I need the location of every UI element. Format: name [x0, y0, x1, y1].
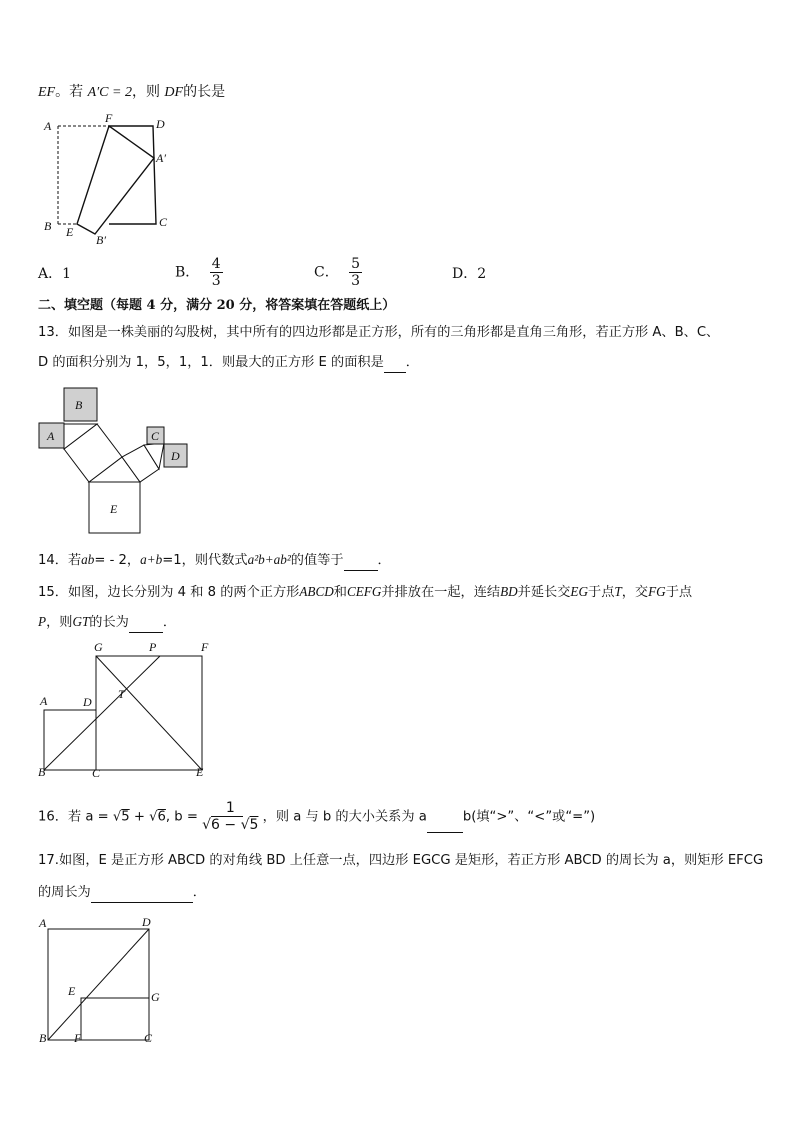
q15-label-f: F: [201, 640, 209, 654]
q16-answer-blank[interactable]: [427, 816, 463, 833]
q12-option-d: D．2: [452, 266, 487, 282]
q13-text-line2: D 的面积分别为 1，5，1，1．则最大的正方形 E 的面积是 ．: [38, 353, 419, 373]
q15-label-c: C: [92, 766, 101, 780]
q17-diagonal-bd: [48, 929, 149, 1040]
q13-text-line1: 13．如图是一株美丽的勾股树，其中所有的四边形都是正方形，所有的三角形都是直角三角形，若正方形 A、B、C、: [38, 325, 720, 340]
q13-label-a: A: [47, 429, 55, 443]
q13-label-c: C: [151, 429, 160, 443]
q17-answer-blank[interactable]: [91, 886, 193, 903]
q13-label-b: B: [75, 398, 83, 412]
section2-heading: 二、填空题（每题 4 分，满分 20 分，将答案填在答题纸上）: [38, 298, 396, 313]
q12-option-a: A．1: [38, 266, 72, 282]
q15-label-t: T: [118, 687, 125, 701]
q14-answer-blank[interactable]: [344, 554, 378, 571]
q12-label-a: A: [44, 119, 52, 133]
q12-label-a-prime: A′: [156, 151, 166, 165]
q15-text-line2: P，则GT的长为 ．: [38, 612, 176, 633]
q13-label-d: D: [171, 449, 180, 463]
q17-label-b: B: [39, 1031, 47, 1045]
q12-label-b: B: [44, 219, 52, 233]
q17-label-e: E: [68, 984, 76, 998]
q17-label-c: C: [144, 1031, 153, 1045]
q15-label-e: E: [196, 765, 204, 779]
q12-tail-text: EF。若 A′C = 2，则 DF的长是: [38, 84, 226, 100]
q13-figure: [36, 386, 196, 536]
q17-text-line1: 17.如图，E 是正方形 ABCD 的对角线 BD 上任意一点，四边形 EGCG 是矩形，若正方形 ABCD 的周长为 a，则矩形 EFCG: [38, 853, 764, 868]
q12-folded-quad: [77, 126, 154, 234]
q17-label-f: F: [74, 1031, 82, 1045]
q12-option-c-fraction: $\frac{5}{3}$: [351, 256, 361, 289]
q14-text: 14．若ab= - 2，a+b=1，则代数式a²b+ab²的值等于 ．: [38, 550, 391, 571]
q12-figure: [38, 110, 188, 250]
q15-label-a: A: [40, 694, 48, 708]
q12-label-c: C: [159, 215, 168, 229]
q16-text: 16．若 a = √5 + √6, b = $\frac{1}{√6 - √5}$ ，则 a 与 b 的大小关系为 a b(填“>”、“<”或“=”): [38, 800, 596, 833]
q15-label-p: P: [149, 640, 157, 654]
q12-option-b-fraction: $\frac{4}{3}$: [211, 256, 221, 289]
q17-label-a: A: [39, 916, 47, 930]
q12-label-d: D: [156, 117, 165, 131]
q15-label-g: G: [94, 640, 103, 654]
q12-label-e: E: [66, 225, 74, 239]
q13-label-e: E: [110, 502, 118, 516]
q15-answer-blank[interactable]: [129, 616, 163, 633]
q15-square-abcd: [44, 710, 96, 770]
q17-label-g: G: [151, 990, 160, 1004]
q17-figure: [34, 912, 174, 1048]
q12-label-f: F: [105, 111, 113, 125]
q15-line-ge: [96, 656, 202, 770]
q12-option-b: B． $\frac{4}{3}$: [175, 256, 221, 289]
q13-answer-blank[interactable]: [384, 356, 406, 373]
q12-right-part: [109, 126, 156, 224]
q15-label-b: B: [38, 765, 46, 779]
q16-fraction: $\frac{1}{√6 - √5}$: [202, 800, 259, 833]
q12-option-c: C． $\frac{5}{3}$: [314, 256, 361, 289]
q12-label-b-prime: B′: [96, 233, 106, 247]
q15-line-bp: [44, 656, 160, 770]
q17-label-d: D: [142, 915, 151, 929]
q17-text-line2: 的周长为 ．: [38, 883, 206, 903]
q15-figure: [34, 638, 218, 782]
q15-text-line1: 15．如图，边长分别为 4 和 8 的两个正方形ABCD和CEFG并排放在一起，连结BD并延长交EG于点T，交FG于点: [38, 584, 693, 600]
q17-rectangle-efcg: [81, 998, 149, 1040]
q15-label-d: D: [83, 695, 92, 709]
